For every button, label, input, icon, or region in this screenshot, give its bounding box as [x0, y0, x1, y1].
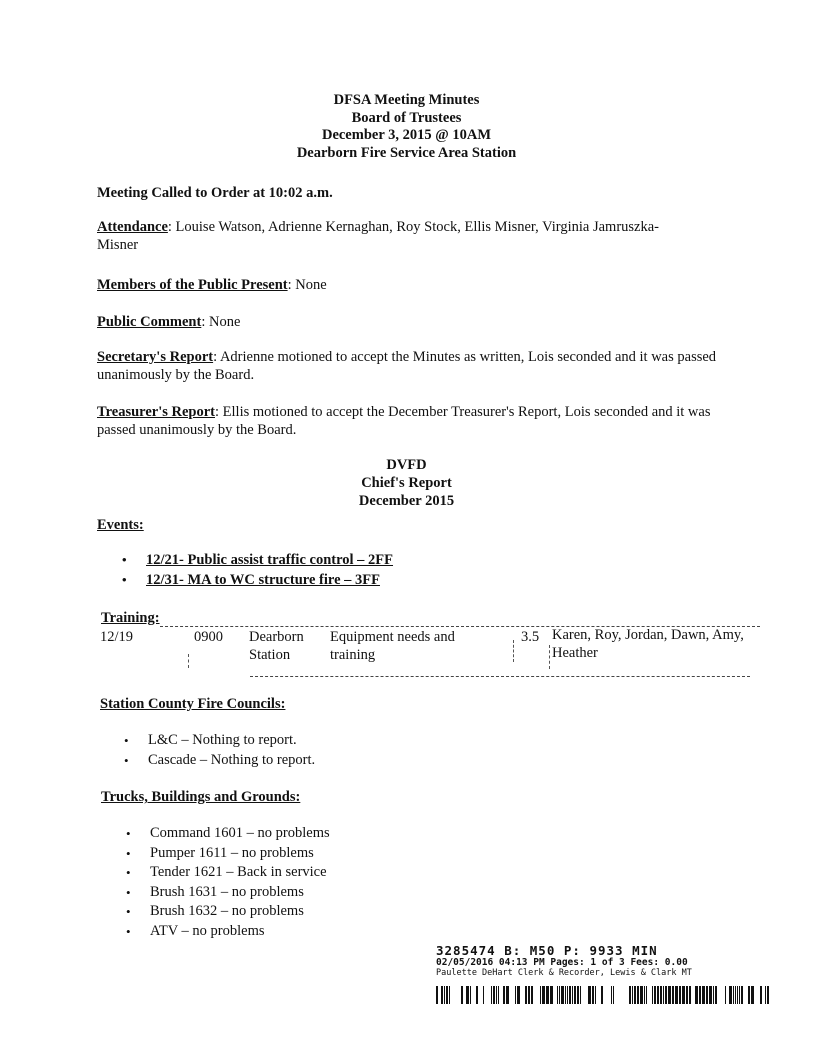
public-present-label: Members of the Public Present: [97, 277, 288, 293]
public-comment-text: : None: [201, 314, 241, 330]
barcode-bar: [637, 986, 639, 1004]
barcode-bar: [733, 986, 734, 1004]
public-present-text: : None: [287, 277, 327, 293]
attendance-label: Attendance: [97, 219, 168, 235]
document-title: [0, 92, 813, 162]
barcode-bar: [611, 986, 612, 1004]
attendance-text: : Louise Watson, Adrienne Kernaghan, Roy Stock, Ellis Misner, Virginia Jamruszka-Misner: [97, 219, 660, 253]
barcode-bar: [679, 986, 681, 1004]
barcode-bar: [729, 986, 732, 1004]
barcode-bar: [765, 986, 766, 1004]
title-line-1: DFSA Meeting Minutes: [333, 92, 480, 108]
training-date: 12/19: [100, 629, 134, 645]
barcode-bar: [654, 986, 656, 1004]
treasurer-section: [97, 403, 717, 439]
training-time: 0900: [194, 629, 223, 645]
barcode-bar: [739, 986, 740, 1004]
training-topic: Equipment needs and training: [330, 629, 455, 663]
barcode-bar: [646, 986, 647, 1004]
dvfd-line-1: DVFD: [386, 457, 427, 473]
barcode-bar: [444, 986, 445, 1004]
barcode-bar: [699, 986, 701, 1004]
barcode-bar: [706, 986, 708, 1004]
table-divider: [513, 640, 514, 662]
events-list: [120, 550, 393, 590]
barcode-bar: [546, 986, 549, 1004]
barcode-bar: [525, 986, 527, 1004]
barcode-bar: [574, 986, 576, 1004]
stamp-line-1: 3285474 B: M50 P: 9933 MIN: [436, 943, 658, 958]
barcode-bar: [735, 986, 736, 1004]
title-line-4: Dearborn Fire Service Area Station: [296, 144, 517, 161]
barcode-bar: [737, 986, 738, 1004]
list-item: • ATV – no problems: [124, 922, 330, 942]
secretary-section: [97, 348, 717, 384]
barcode-bar: [640, 986, 643, 1004]
barcode-bar: [580, 986, 581, 1004]
barcode-bar: [751, 986, 754, 1004]
barcode-bar: [461, 986, 463, 1004]
training-heading: Training:: [101, 610, 160, 626]
table-divider: [188, 654, 189, 668]
barcode-bar: [760, 986, 762, 1004]
barcode-bar: [601, 986, 603, 1004]
title-line-2: Board of Trustees: [351, 109, 462, 126]
barcode-bar: [446, 986, 448, 1004]
barcode-bar: [713, 986, 714, 1004]
table-divider: [549, 645, 550, 669]
title-line-3: December 3, 2015 @ 10AM: [321, 127, 492, 143]
barcode-bar: [652, 986, 653, 1004]
barcode-bar: [613, 986, 614, 1004]
barcode-bar: [498, 986, 499, 1004]
barcode-bar: [559, 986, 560, 1004]
barcode-bar: [561, 986, 564, 1004]
barcode-bar: [634, 986, 636, 1004]
barcode-bar: [569, 986, 571, 1004]
barcode-bar: [682, 986, 685, 1004]
barcode-bar: [503, 986, 505, 1004]
barcode-bar: [436, 986, 438, 1004]
barcode-bar: [702, 986, 705, 1004]
barcode-bar: [629, 986, 631, 1004]
barcode-bar: [531, 986, 533, 1004]
barcode-bar: [567, 986, 568, 1004]
barcode-bar: [595, 986, 596, 1004]
barcode-bar: [686, 986, 688, 1004]
barcode-bar: [632, 986, 633, 1004]
barcode-bar: [644, 986, 645, 1004]
list-item: • Brush 1632 – no problems: [124, 902, 330, 922]
public-comment-section: [97, 313, 717, 331]
councils-list: [122, 731, 315, 770]
barcode-bar: [441, 986, 443, 1004]
trucks-heading: Trucks, Buildings and Grounds:: [101, 789, 301, 805]
barcode-bar: [483, 986, 484, 1004]
barcode-bar: [741, 986, 743, 1004]
secretary-label: Secretary's Report: [97, 349, 214, 365]
attendance-section: [97, 218, 667, 254]
barcode-bar: [588, 986, 591, 1004]
stamp-line-2: 02/05/2016 04:13 PM Pages: 1 of 3 Fees: 0.00: [436, 957, 688, 968]
barcode-bar: [577, 986, 579, 1004]
barcode-bar: [550, 986, 553, 1004]
table-row: [97, 628, 757, 672]
barcode-bar: [767, 986, 769, 1004]
barcode-bar: [572, 986, 573, 1004]
barcode-bar: [709, 986, 712, 1004]
barcode-bar: [496, 986, 497, 1004]
barcode-bar: [476, 986, 478, 1004]
councils-heading: Station County Fire Councils:: [100, 696, 286, 712]
barcode-bar: [557, 986, 558, 1004]
barcode-bar: [725, 986, 726, 1004]
barcode-bar: [748, 986, 750, 1004]
barcode-bar: [540, 986, 541, 1004]
events-heading: Events:: [97, 517, 144, 533]
barcode-bar: [542, 986, 545, 1004]
public-comment-label: Public Comment: [97, 314, 202, 330]
barcode-bar: [672, 986, 674, 1004]
list-item: • Pumper 1611 – no problems: [124, 844, 330, 864]
barcode-bar: [715, 986, 717, 1004]
treasurer-text: : Ellis motioned to accept the December Treasurer's Report, Lois seconded and it was passed unanimously by the Board.: [97, 404, 711, 438]
barcode-bar: [668, 986, 671, 1004]
barcode-bar: [675, 986, 678, 1004]
barcode-bar: [449, 986, 450, 1004]
barcode-bar: [695, 986, 698, 1004]
recording-stamp: [436, 944, 692, 978]
barcode-bar: [491, 986, 492, 1004]
list-item: • 12/21- Public assist traffic control – 2FF: [120, 550, 393, 570]
barcode-bar: [470, 986, 471, 1004]
barcode-bar: [665, 986, 667, 1004]
list-item: • Tender 1621 – Back in service: [124, 863, 330, 883]
dvfd-line-2: Chief's Report: [361, 475, 452, 491]
barcode-bar: [528, 986, 530, 1004]
barcode-bar: [466, 986, 469, 1004]
table-border-bottom: [250, 676, 750, 677]
dvfd-line-3: December 2015: [358, 493, 455, 509]
stamp-line-3: Paulette DeHart Clerk & Recorder, Lewis & Clark MT: [436, 968, 692, 978]
barcode-bar: [663, 986, 664, 1004]
training-location: Dearborn Station: [249, 629, 304, 663]
list-item: • 12/31- MA to WC structure fire – 3FF: [120, 570, 393, 590]
barcode-bar: [517, 986, 520, 1004]
treasurer-label: Treasurer's Report: [97, 404, 215, 420]
secretary-text: : Adrienne motioned to accept the Minutes as written, Lois seconded and it was passed unanimously by the Board.: [97, 349, 717, 383]
barcode: [436, 986, 774, 1004]
barcode-bar: [660, 986, 662, 1004]
barcode-bar: [515, 986, 516, 1004]
trucks-list: [124, 824, 330, 941]
dvfd-heading: [0, 456, 813, 510]
barcode-bar: [689, 986, 691, 1004]
training-attendees: Karen, Roy, Jordan, Dawn, Amy, Heather: [552, 627, 744, 661]
training-hours: 3.5: [521, 629, 540, 645]
barcode-bar: [506, 986, 509, 1004]
barcode-bar: [493, 986, 495, 1004]
public-present-section: [97, 276, 717, 294]
list-item: • Brush 1631 – no problems: [124, 883, 330, 903]
barcode-bar: [565, 986, 566, 1004]
list-item: • Command 1601 – no problems: [124, 824, 330, 844]
barcode-bar: [592, 986, 594, 1004]
list-item: • Cascade – Nothing to report.: [122, 751, 315, 771]
list-item: • L&C – Nothing to report.: [122, 731, 315, 751]
call-to-order: Meeting Called to Order at 10:02 a.m.: [97, 185, 333, 201]
barcode-bar: [657, 986, 659, 1004]
